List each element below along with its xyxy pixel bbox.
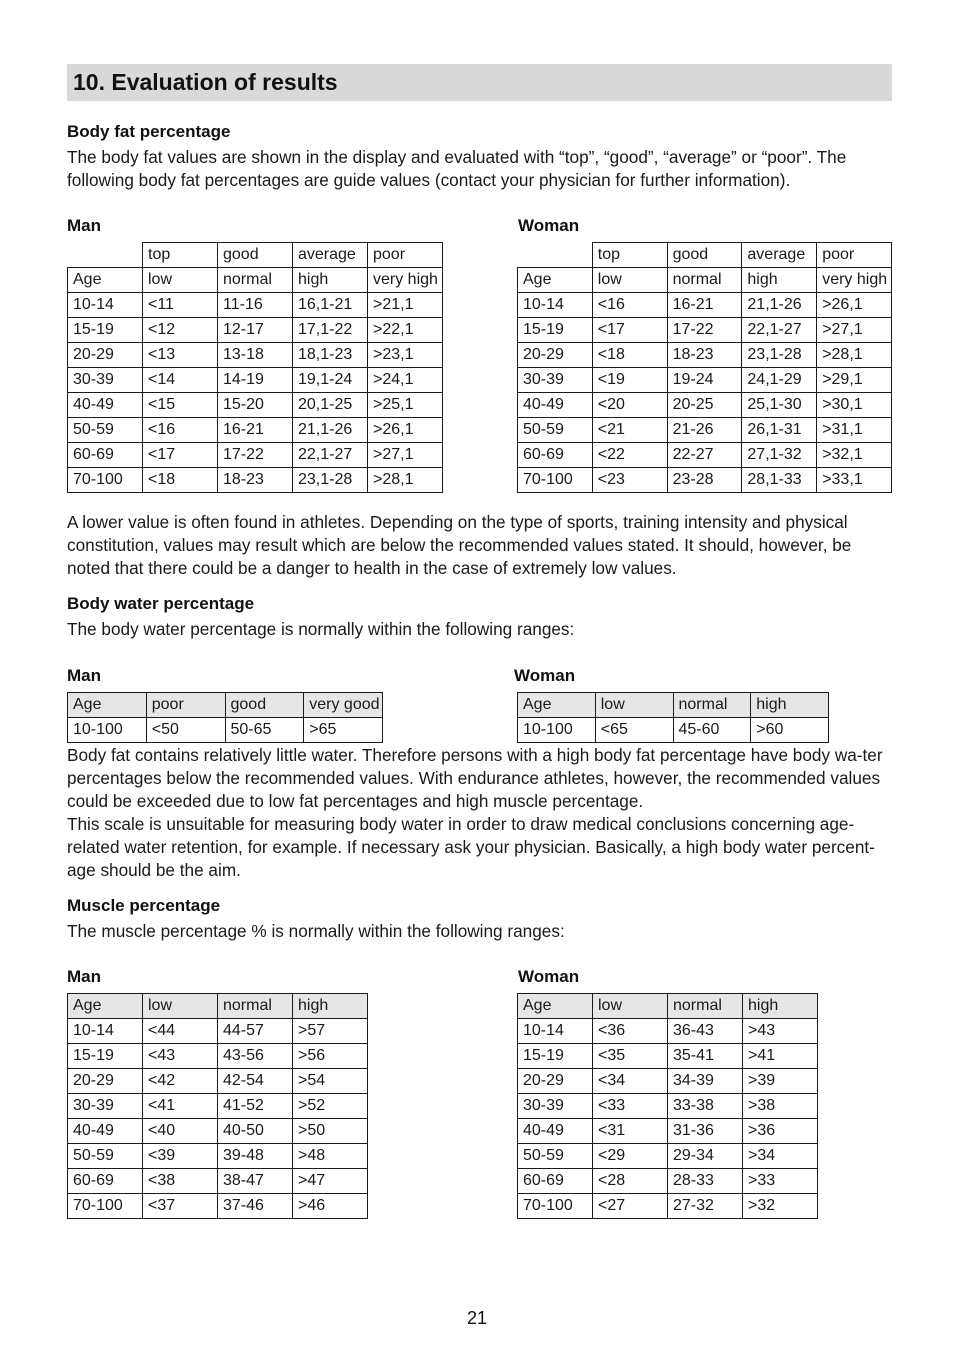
table-cell: >48 bbox=[293, 1144, 368, 1169]
table-cell: 38-47 bbox=[218, 1169, 293, 1194]
table-cell: <33 bbox=[593, 1094, 668, 1119]
header-row bbox=[518, 994, 818, 1019]
table-cell: 40-49 bbox=[68, 1119, 143, 1144]
header-row bbox=[518, 268, 892, 293]
table-cell: <23 bbox=[592, 468, 667, 493]
table-cell: >32,1 bbox=[817, 443, 892, 468]
table-cell: 18-23 bbox=[667, 343, 742, 368]
table-cell: high bbox=[742, 268, 817, 293]
table-cell: >46 bbox=[293, 1194, 368, 1219]
body-water-woman-table bbox=[517, 692, 829, 743]
table-cell: 10-14 bbox=[518, 293, 593, 318]
table-cell: average bbox=[293, 243, 368, 268]
table-cell: 18-23 bbox=[218, 468, 293, 493]
table-cell: 22,1-27 bbox=[742, 318, 817, 343]
table-cell: 34-39 bbox=[668, 1069, 743, 1094]
table-cell: >29,1 bbox=[817, 368, 892, 393]
table-cell: 33-38 bbox=[668, 1094, 743, 1119]
table-cell: 16-21 bbox=[667, 293, 742, 318]
table-cell: 70-100 bbox=[68, 468, 143, 493]
table-row bbox=[68, 468, 443, 493]
table-cell: very high bbox=[368, 268, 443, 293]
table-cell: >28,1 bbox=[368, 468, 443, 493]
table-cell: 20-25 bbox=[667, 393, 742, 418]
table-row bbox=[68, 1169, 368, 1194]
table-cell: low bbox=[143, 994, 218, 1019]
table-cell: 60-69 bbox=[68, 443, 143, 468]
table-row bbox=[68, 1144, 368, 1169]
table-cell: 11-16 bbox=[218, 293, 293, 318]
table-cell: >23,1 bbox=[368, 343, 443, 368]
table-cell: <17 bbox=[592, 318, 667, 343]
header-row bbox=[68, 268, 443, 293]
table-cell: normal bbox=[218, 994, 293, 1019]
table-cell: high bbox=[751, 693, 829, 718]
body-water-intro: The body water percentage is normally within the following ranges: bbox=[67, 619, 575, 639]
table-cell: >47 bbox=[293, 1169, 368, 1194]
table-cell: normal bbox=[673, 693, 751, 718]
table-cell: 39-48 bbox=[218, 1144, 293, 1169]
table-cell: 70-100 bbox=[518, 1194, 593, 1219]
table-row bbox=[518, 1144, 818, 1169]
table-cell: 20-29 bbox=[68, 343, 143, 368]
muscle-woman-table bbox=[517, 993, 818, 1219]
table-cell: 10-14 bbox=[518, 1019, 593, 1044]
table-cell: >22,1 bbox=[368, 318, 443, 343]
table-cell: 41-52 bbox=[218, 1094, 293, 1119]
table-row bbox=[68, 368, 443, 393]
table-cell: 50-59 bbox=[68, 418, 143, 443]
table-cell: >33,1 bbox=[817, 468, 892, 493]
table-cell: <44 bbox=[143, 1019, 218, 1044]
table-cell: 19,1-24 bbox=[293, 368, 368, 393]
table-row bbox=[518, 1019, 818, 1044]
table-cell: good bbox=[225, 693, 304, 718]
table-cell: >54 bbox=[293, 1069, 368, 1094]
table-cell: high bbox=[293, 268, 368, 293]
table-cell: 25,1-30 bbox=[742, 393, 817, 418]
table-cell: 37-46 bbox=[218, 1194, 293, 1219]
table-cell: <50 bbox=[146, 718, 225, 743]
table-cell: >50 bbox=[293, 1119, 368, 1144]
table-cell: >60 bbox=[751, 718, 829, 743]
table-cell: 42-54 bbox=[218, 1069, 293, 1094]
table-cell: <22 bbox=[592, 443, 667, 468]
table-cell: <37 bbox=[143, 1194, 218, 1219]
table-cell: 31-36 bbox=[668, 1119, 743, 1144]
table-row bbox=[68, 418, 443, 443]
table-cell: 10-100 bbox=[518, 718, 596, 743]
table-cell: 22-27 bbox=[667, 443, 742, 468]
table-cell: 15-19 bbox=[518, 318, 593, 343]
table-cell: >28,1 bbox=[817, 343, 892, 368]
section-title: 10. Evaluation of results bbox=[67, 64, 892, 101]
table-row bbox=[68, 293, 443, 318]
body-fat-man-table bbox=[67, 242, 443, 493]
table-cell: 10-100 bbox=[68, 718, 147, 743]
table-row bbox=[68, 318, 443, 343]
table-cell: 70-100 bbox=[68, 1194, 143, 1219]
table-row bbox=[518, 443, 892, 468]
table-cell: 18,1-23 bbox=[293, 343, 368, 368]
table-cell: 45-60 bbox=[673, 718, 751, 743]
table-cell: <31 bbox=[593, 1119, 668, 1144]
table-cell: Age bbox=[518, 693, 596, 718]
body-fat-woman-label: Woman bbox=[518, 216, 580, 235]
table-cell: 40-50 bbox=[218, 1119, 293, 1144]
body-fat-man-label: Man bbox=[67, 216, 101, 235]
table-cell: 13-18 bbox=[218, 343, 293, 368]
table-cell: <12 bbox=[143, 318, 218, 343]
table-cell: 20-29 bbox=[518, 1069, 593, 1094]
table-cell: Age bbox=[68, 994, 143, 1019]
table-cell: <34 bbox=[593, 1069, 668, 1094]
table-row bbox=[68, 1194, 368, 1219]
table-cell: 16-21 bbox=[218, 418, 293, 443]
table-cell: >24,1 bbox=[368, 368, 443, 393]
table-cell: 40-49 bbox=[518, 393, 593, 418]
table-cell: normal bbox=[668, 994, 743, 1019]
table-cell: 17-22 bbox=[667, 318, 742, 343]
table-row bbox=[518, 718, 829, 743]
table-cell: <20 bbox=[592, 393, 667, 418]
table-cell: <35 bbox=[593, 1044, 668, 1069]
table-cell: 22,1-27 bbox=[293, 443, 368, 468]
table-row bbox=[518, 1169, 818, 1194]
table-cell: >26,1 bbox=[368, 418, 443, 443]
table-cell: high bbox=[743, 994, 818, 1019]
table-cell: >27,1 bbox=[368, 443, 443, 468]
body-water-woman-label: Woman bbox=[514, 666, 576, 685]
body-water-man-label: Man bbox=[67, 666, 101, 685]
table-row bbox=[68, 393, 443, 418]
evaluation-row bbox=[68, 243, 443, 268]
table-cell: 50-59 bbox=[518, 1144, 593, 1169]
table-cell: 10-14 bbox=[68, 1019, 143, 1044]
table-cell: low bbox=[143, 268, 218, 293]
table-cell: <38 bbox=[143, 1169, 218, 1194]
table-cell: 21-26 bbox=[667, 418, 742, 443]
table-cell: >56 bbox=[293, 1044, 368, 1069]
table-cell: 50-65 bbox=[225, 718, 304, 743]
table-row bbox=[68, 718, 383, 743]
table-cell bbox=[518, 243, 593, 268]
muscle-man-table bbox=[67, 993, 368, 1219]
table-cell: <17 bbox=[143, 443, 218, 468]
table-cell: >38 bbox=[743, 1094, 818, 1119]
table-row bbox=[518, 418, 892, 443]
table-cell: Age bbox=[68, 268, 143, 293]
table-cell: 20,1-25 bbox=[293, 393, 368, 418]
table-cell: 17,1-22 bbox=[293, 318, 368, 343]
table-row bbox=[518, 343, 892, 368]
table-cell: <28 bbox=[593, 1169, 668, 1194]
table-cell: 12-17 bbox=[218, 318, 293, 343]
table-cell: Age bbox=[68, 693, 147, 718]
table-cell: <14 bbox=[143, 368, 218, 393]
table-cell: very good bbox=[304, 693, 383, 718]
table-cell: 43-56 bbox=[218, 1044, 293, 1069]
table-cell: 60-69 bbox=[68, 1169, 143, 1194]
body-water-note-2: This scale is unsuitable for measuring body water in order to draw medical conclusions concerning age-related water retention, for example. If necessary ask your physician. Basically, a high body water percent-age should be the aim. bbox=[67, 814, 875, 880]
table-cell: <29 bbox=[593, 1144, 668, 1169]
table-cell: 26,1-31 bbox=[742, 418, 817, 443]
table-cell: >25,1 bbox=[368, 393, 443, 418]
table-cell: poor bbox=[146, 693, 225, 718]
muscle-intro: The muscle percentage % is normally within the following ranges: bbox=[67, 921, 565, 941]
table-cell: >36 bbox=[743, 1119, 818, 1144]
table-cell: 29-34 bbox=[668, 1144, 743, 1169]
table-cell: 19-24 bbox=[667, 368, 742, 393]
table-cell: 15-19 bbox=[68, 318, 143, 343]
table-cell: 15-19 bbox=[68, 1044, 143, 1069]
table-cell: >52 bbox=[293, 1094, 368, 1119]
table-cell: low bbox=[595, 693, 673, 718]
table-cell: good bbox=[667, 243, 742, 268]
body-fat-note: A lower value is often found in athletes. Depending on the type of sports, training intensity and physical constitution, values may result which are below the recommended values stated. It should, however, be noted that there could be a danger to health in the case of extremely low values. bbox=[67, 512, 852, 578]
table-cell: 28,1-33 bbox=[742, 468, 817, 493]
table-cell: <40 bbox=[143, 1119, 218, 1144]
table-row bbox=[518, 1094, 818, 1119]
table-cell bbox=[68, 243, 143, 268]
header-row bbox=[68, 994, 368, 1019]
table-cell: top bbox=[592, 243, 667, 268]
table-row bbox=[518, 1044, 818, 1069]
table-cell: 21,1-26 bbox=[742, 293, 817, 318]
table-cell: low bbox=[593, 994, 668, 1019]
table-cell: <36 bbox=[593, 1019, 668, 1044]
table-row bbox=[518, 368, 892, 393]
table-cell: <43 bbox=[143, 1044, 218, 1069]
table-cell: normal bbox=[218, 268, 293, 293]
body-fat-woman-table bbox=[517, 242, 892, 493]
table-cell: <18 bbox=[143, 468, 218, 493]
table-cell: 20-29 bbox=[518, 343, 593, 368]
table-cell: <16 bbox=[143, 418, 218, 443]
table-cell: 30-39 bbox=[518, 368, 593, 393]
table-row bbox=[68, 443, 443, 468]
table-cell: <27 bbox=[593, 1194, 668, 1219]
table-cell: <42 bbox=[143, 1069, 218, 1094]
table-row bbox=[518, 468, 892, 493]
table-cell: >31,1 bbox=[817, 418, 892, 443]
table-row bbox=[518, 293, 892, 318]
table-cell: <65 bbox=[595, 718, 673, 743]
muscle-woman-label: Woman bbox=[518, 967, 580, 986]
table-cell: 23,1-28 bbox=[293, 468, 368, 493]
table-cell: >33 bbox=[743, 1169, 818, 1194]
table-row bbox=[68, 1119, 368, 1144]
table-cell: 15-19 bbox=[518, 1044, 593, 1069]
table-row bbox=[68, 1069, 368, 1094]
table-cell: top bbox=[143, 243, 218, 268]
table-cell: Age bbox=[518, 994, 593, 1019]
table-cell: 24,1-29 bbox=[742, 368, 817, 393]
header-row bbox=[518, 693, 829, 718]
table-cell: <16 bbox=[592, 293, 667, 318]
table-row bbox=[68, 1044, 368, 1069]
table-row bbox=[518, 1194, 818, 1219]
table-cell: poor bbox=[817, 243, 892, 268]
body-water-note-1: Body fat contains relatively little water. Therefore persons with a high body fat percentage have body wa-ter percentages below the recommended values. With endurance athletes, however, the recommended values could be exceeded due to low fat percentages and high muscle percentage. bbox=[67, 745, 883, 811]
table-cell: very high bbox=[817, 268, 892, 293]
table-cell: >32 bbox=[743, 1194, 818, 1219]
header-row bbox=[68, 693, 383, 718]
table-cell: <21 bbox=[592, 418, 667, 443]
table-cell: 50-59 bbox=[518, 418, 593, 443]
table-cell: 14-19 bbox=[218, 368, 293, 393]
table-cell: 28-33 bbox=[668, 1169, 743, 1194]
table-cell: >41 bbox=[743, 1044, 818, 1069]
table-cell: <41 bbox=[143, 1094, 218, 1119]
table-cell: 70-100 bbox=[518, 468, 593, 493]
table-cell: 30-39 bbox=[518, 1094, 593, 1119]
muscle-heading: Muscle percentage bbox=[67, 896, 221, 915]
table-cell: 27-32 bbox=[668, 1194, 743, 1219]
table-cell: 17-22 bbox=[218, 443, 293, 468]
evaluation-row bbox=[518, 243, 892, 268]
table-row bbox=[518, 318, 892, 343]
table-cell: 23,1-28 bbox=[742, 343, 817, 368]
body-fat-heading: Body fat percentage bbox=[67, 122, 231, 141]
table-cell: 27,1-32 bbox=[742, 443, 817, 468]
table-cell: <18 bbox=[592, 343, 667, 368]
table-cell: >39 bbox=[743, 1069, 818, 1094]
table-cell: poor bbox=[368, 243, 443, 268]
body-fat-intro: The body fat values are shown in the display and evaluated with “top”, “good”, “average” or “poor”. The following body fat percentages are guide values (contact your physician for further information). bbox=[67, 147, 847, 190]
table-cell: >65 bbox=[304, 718, 383, 743]
table-cell: high bbox=[293, 994, 368, 1019]
muscle-man-label: Man bbox=[67, 967, 101, 986]
table-cell: >26,1 bbox=[817, 293, 892, 318]
table-cell: >30,1 bbox=[817, 393, 892, 418]
table-cell: <19 bbox=[592, 368, 667, 393]
table-cell: <11 bbox=[143, 293, 218, 318]
table-cell: average bbox=[742, 243, 817, 268]
table-cell: 60-69 bbox=[518, 1169, 593, 1194]
body-water-man-table bbox=[67, 692, 383, 743]
table-cell: 20-29 bbox=[68, 1069, 143, 1094]
table-cell: >27,1 bbox=[817, 318, 892, 343]
table-row bbox=[68, 1019, 368, 1044]
table-cell: 15-20 bbox=[218, 393, 293, 418]
table-row bbox=[68, 343, 443, 368]
table-cell: normal bbox=[667, 268, 742, 293]
table-cell: 40-49 bbox=[518, 1119, 593, 1144]
table-cell: Age bbox=[518, 268, 593, 293]
page-number: 21 bbox=[466, 1308, 488, 1328]
table-cell: 23-28 bbox=[667, 468, 742, 493]
table-cell: 30-39 bbox=[68, 368, 143, 393]
table-row bbox=[518, 393, 892, 418]
table-cell: 21,1-26 bbox=[293, 418, 368, 443]
table-cell: 35-41 bbox=[668, 1044, 743, 1069]
table-cell: <15 bbox=[143, 393, 218, 418]
table-row bbox=[68, 1094, 368, 1119]
table-cell: 16,1-21 bbox=[293, 293, 368, 318]
table-cell: 50-59 bbox=[68, 1144, 143, 1169]
table-cell: 40-49 bbox=[68, 393, 143, 418]
table-cell: >34 bbox=[743, 1144, 818, 1169]
table-cell: 30-39 bbox=[68, 1094, 143, 1119]
table-cell: good bbox=[218, 243, 293, 268]
table-row bbox=[518, 1069, 818, 1094]
table-cell: 44-57 bbox=[218, 1019, 293, 1044]
body-water-heading: Body water percentage bbox=[67, 594, 255, 613]
table-cell: >43 bbox=[743, 1019, 818, 1044]
table-cell: 10-14 bbox=[68, 293, 143, 318]
table-row bbox=[518, 1119, 818, 1144]
table-cell: >21,1 bbox=[368, 293, 443, 318]
table-cell: >57 bbox=[293, 1019, 368, 1044]
table-cell: low bbox=[592, 268, 667, 293]
table-cell: 36-43 bbox=[668, 1019, 743, 1044]
table-cell: <39 bbox=[143, 1144, 218, 1169]
table-cell: 60-69 bbox=[518, 443, 593, 468]
table-cell: <13 bbox=[143, 343, 218, 368]
